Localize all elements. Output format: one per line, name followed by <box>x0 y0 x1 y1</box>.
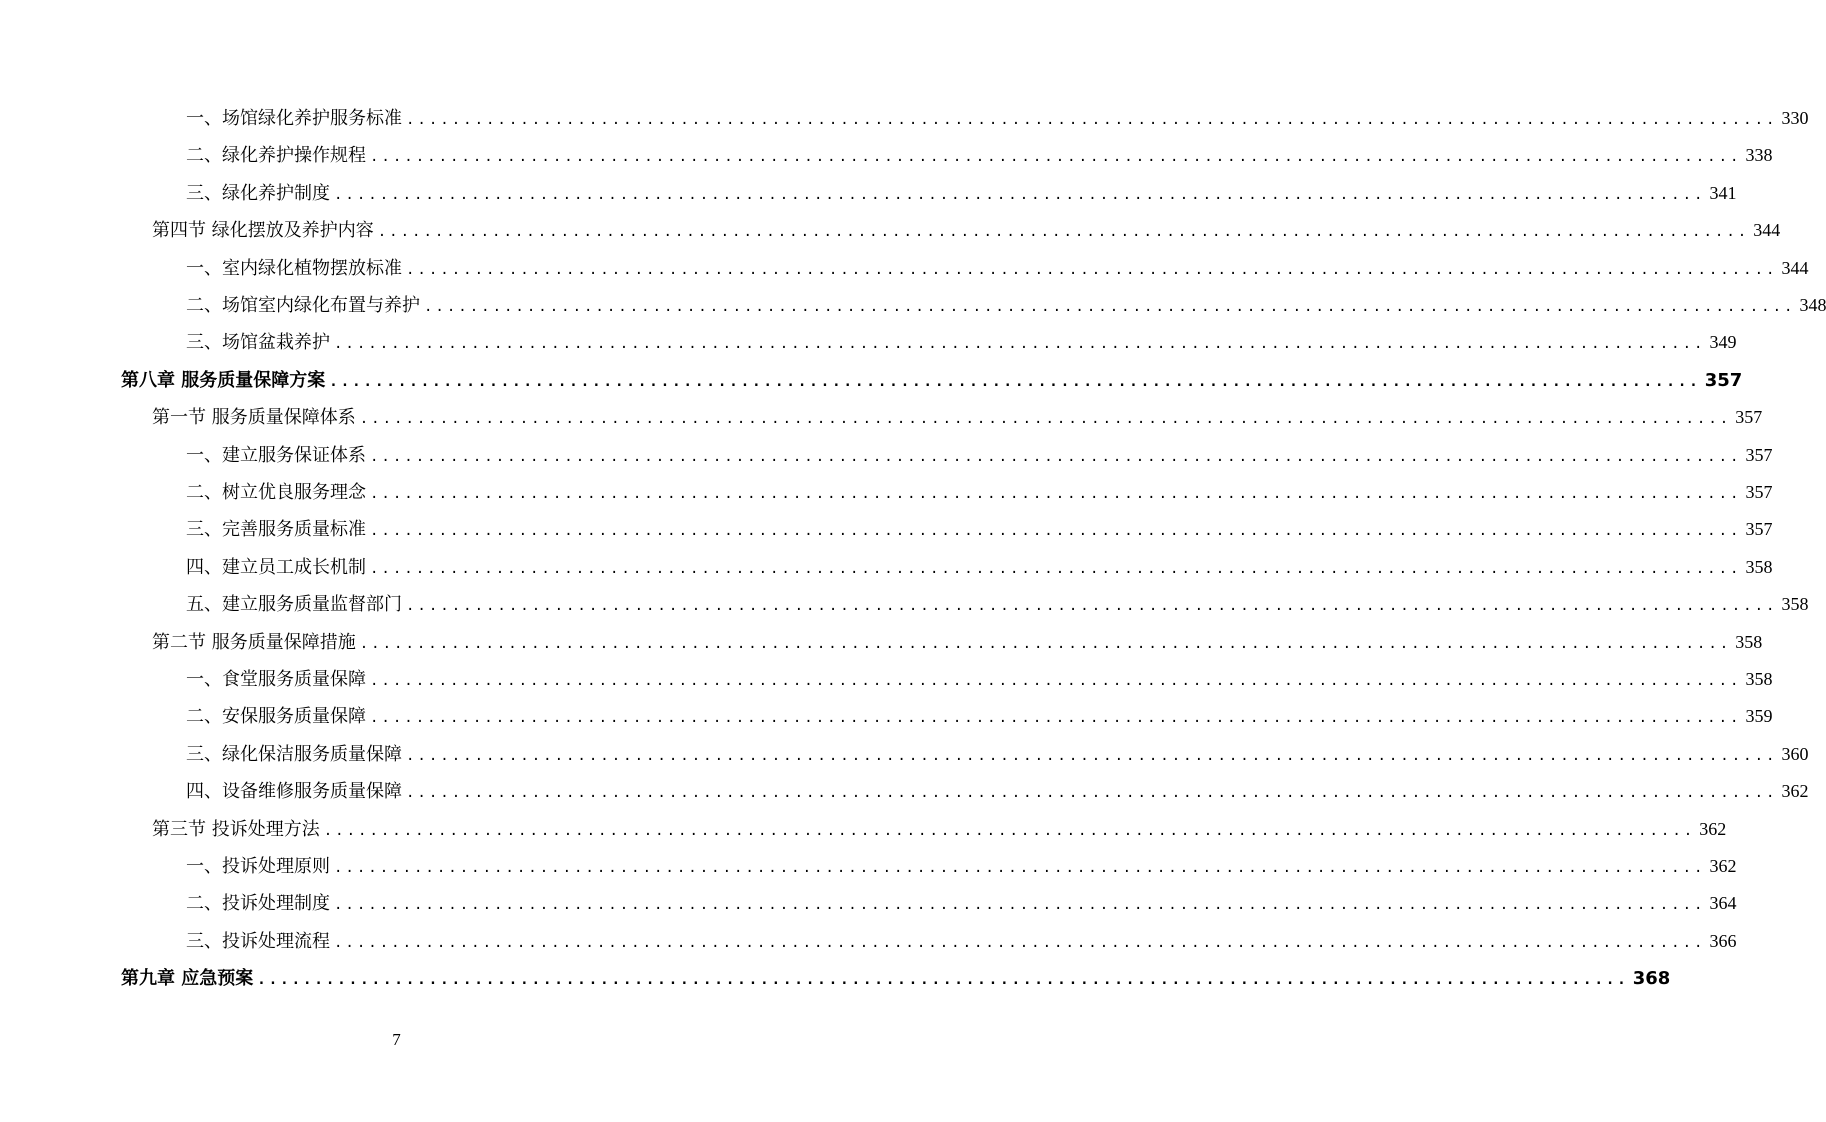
toc-entry-label: 第三节 投诉处理方法 <box>152 819 320 840</box>
toc-leader-dots: ........................................................................................................................ <box>334 187 1706 203</box>
toc-entry[interactable] <box>186 437 1773 474</box>
toc-entry[interactable] <box>121 960 1671 997</box>
toc-entry[interactable] <box>186 287 1826 324</box>
toc-entry[interactable] <box>186 586 1809 623</box>
toc-entry-label: 二、投诉处理制度 <box>186 893 330 914</box>
toc-entry-label: 四、建立员工成长机制 <box>186 557 366 578</box>
toc-entry-label: 二、安保服务质量保障 <box>186 706 366 727</box>
toc-entry-label: 三、场馆盆栽养护 <box>186 332 330 353</box>
toc-entry-label: 三、完善服务质量标准 <box>186 519 366 540</box>
toc-entry-label: 三、绿化养护制度 <box>186 183 330 204</box>
toc-leader-dots: ........................................................................................................................ <box>370 673 1742 689</box>
toc-entry-label: 一、场馆绿化养护服务标准 <box>186 108 402 129</box>
toc-leader-dots: ........................................................................................................................ <box>370 523 1742 539</box>
toc-entry[interactable] <box>186 511 1773 548</box>
toc-leader-dots: ........................................................................................................................ <box>406 112 1778 128</box>
toc-entry-label: 四、设备维修服务质量保障 <box>186 781 402 802</box>
toc-leader-dots: ........................................................................................................................ <box>334 860 1706 876</box>
toc-entry[interactable] <box>186 736 1809 773</box>
toc-entry-page: 357 <box>1704 370 1743 391</box>
toc-leader-dots: ........................................................................................................................ <box>370 449 1742 465</box>
toc-entry-page: 344 <box>1753 220 1781 240</box>
toc-leader-dots: ........................................................................................................................ <box>359 636 1732 652</box>
toc-leader-dots: ........................................................................................................................ <box>329 374 1701 390</box>
toc-leader-dots: ........................................................................................................................ <box>370 486 1742 502</box>
toc-entry-page: 366 <box>1709 931 1737 951</box>
toc-entry[interactable] <box>186 885 1737 922</box>
toc-entry-label: 二、场馆室内绿化布置与养护 <box>186 295 420 316</box>
toc-entry-label: 二、树立优良服务理念 <box>186 482 366 503</box>
toc-entry-page: 358 <box>1745 669 1773 689</box>
toc-entry[interactable] <box>152 624 1763 661</box>
toc-entry-label: 五、建立服务质量监督部门 <box>186 594 402 615</box>
toc-leader-dots: ........................................................................................................................ <box>370 710 1742 726</box>
toc-entry-page: 348 <box>1799 295 1826 315</box>
toc-leader-dots: ........................................................................................................................ <box>370 561 1742 577</box>
toc-leader-dots: ........................................................................................................................ <box>370 149 1742 165</box>
toc-leader-dots: ........................................................................................................................ <box>323 823 1696 839</box>
toc-entry-label: 一、投诉处理原则 <box>186 856 330 877</box>
page-number: 7 <box>392 1030 401 1049</box>
toc-leader-dots: ........................................................................................................................ <box>377 224 1750 240</box>
toc-leader-dots: ........................................................................................................................ <box>406 748 1778 764</box>
toc-entry[interactable] <box>186 698 1773 735</box>
toc-entry[interactable] <box>186 250 1809 287</box>
toc-entry-page: 362 <box>1699 819 1727 839</box>
toc-entry-label: 二、绿化养护操作规程 <box>186 145 366 166</box>
toc-entry-page: 344 <box>1781 258 1809 278</box>
toc-entry-label: 三、投诉处理流程 <box>186 931 330 952</box>
toc-entry-label: 一、食堂服务质量保障 <box>186 669 366 690</box>
toc-leader-dots: ........................................................................................................................ <box>359 411 1732 427</box>
toc-entry-page: 362 <box>1709 856 1737 876</box>
toc-leader-dots: ........................................................................................................................ <box>334 935 1706 951</box>
toc-entry-label: 一、建立服务保证体系 <box>186 445 366 466</box>
toc-entry-label: 三、绿化保洁服务质量保障 <box>186 744 402 765</box>
toc-entry[interactable] <box>152 811 1727 848</box>
toc-leader-dots: ........................................................................................................................ <box>334 897 1706 913</box>
toc-entry[interactable] <box>186 549 1773 586</box>
toc-entry-page: 330 <box>1781 108 1809 128</box>
toc-entry[interactable] <box>121 362 1743 399</box>
toc-entry-page: 338 <box>1745 145 1773 165</box>
toc-entry-page: 368 <box>1632 968 1671 989</box>
toc-entry[interactable] <box>186 661 1773 698</box>
toc-entry-page: 362 <box>1781 781 1809 801</box>
toc-leader-dots: ........................................................................................................................ <box>424 299 1796 315</box>
toc-entry-page: 357 <box>1745 482 1773 502</box>
toc-entry-page: 364 <box>1709 893 1737 913</box>
toc-entry-label: 第八章 服务质量保障方案 <box>121 370 326 391</box>
toc-entry-label: 一、室内绿化植物摆放标准 <box>186 258 402 279</box>
toc-entry[interactable] <box>186 848 1737 885</box>
toc-leader-dots: ........................................................................................................................ <box>406 785 1778 801</box>
toc-entry-page: 359 <box>1745 706 1773 726</box>
toc-entry-page: 357 <box>1745 445 1773 465</box>
toc-leader-dots: ........................................................................................................................ <box>334 336 1706 352</box>
toc-leader-dots: ........................................................................................................................ <box>406 262 1778 278</box>
toc-entry[interactable] <box>152 399 1763 436</box>
toc-entry[interactable] <box>186 137 1773 174</box>
toc-entry[interactable] <box>186 773 1809 810</box>
toc-entry[interactable] <box>152 212 1781 249</box>
toc-entry-page: 357 <box>1745 519 1773 539</box>
toc-entry-page: 349 <box>1709 332 1737 352</box>
toc-entry[interactable] <box>186 324 1737 361</box>
toc-entry-page: 358 <box>1735 632 1763 652</box>
toc-entry[interactable] <box>186 923 1737 960</box>
toc-entry-page: 357 <box>1735 407 1763 427</box>
toc-entry-page: 358 <box>1781 594 1809 614</box>
toc-entry[interactable] <box>186 100 1809 137</box>
toc-entry-label: 第九章 应急预案 <box>121 968 254 989</box>
toc-entry-label: 第一节 服务质量保障体系 <box>152 407 356 428</box>
toc-entry[interactable] <box>186 474 1773 511</box>
toc-leader-dots: ........................................................................................................................ <box>257 972 1629 988</box>
toc-leader-dots: ........................................................................................................................ <box>406 598 1778 614</box>
toc-entry[interactable] <box>186 175 1737 212</box>
toc-entry-label: 第二节 服务质量保障措施 <box>152 632 356 653</box>
toc-entry-page: 358 <box>1745 557 1773 577</box>
toc-entry-page: 360 <box>1781 744 1809 764</box>
toc-entry-label: 第四节 绿化摆放及养护内容 <box>152 220 374 241</box>
toc-entry-page: 341 <box>1709 183 1737 203</box>
